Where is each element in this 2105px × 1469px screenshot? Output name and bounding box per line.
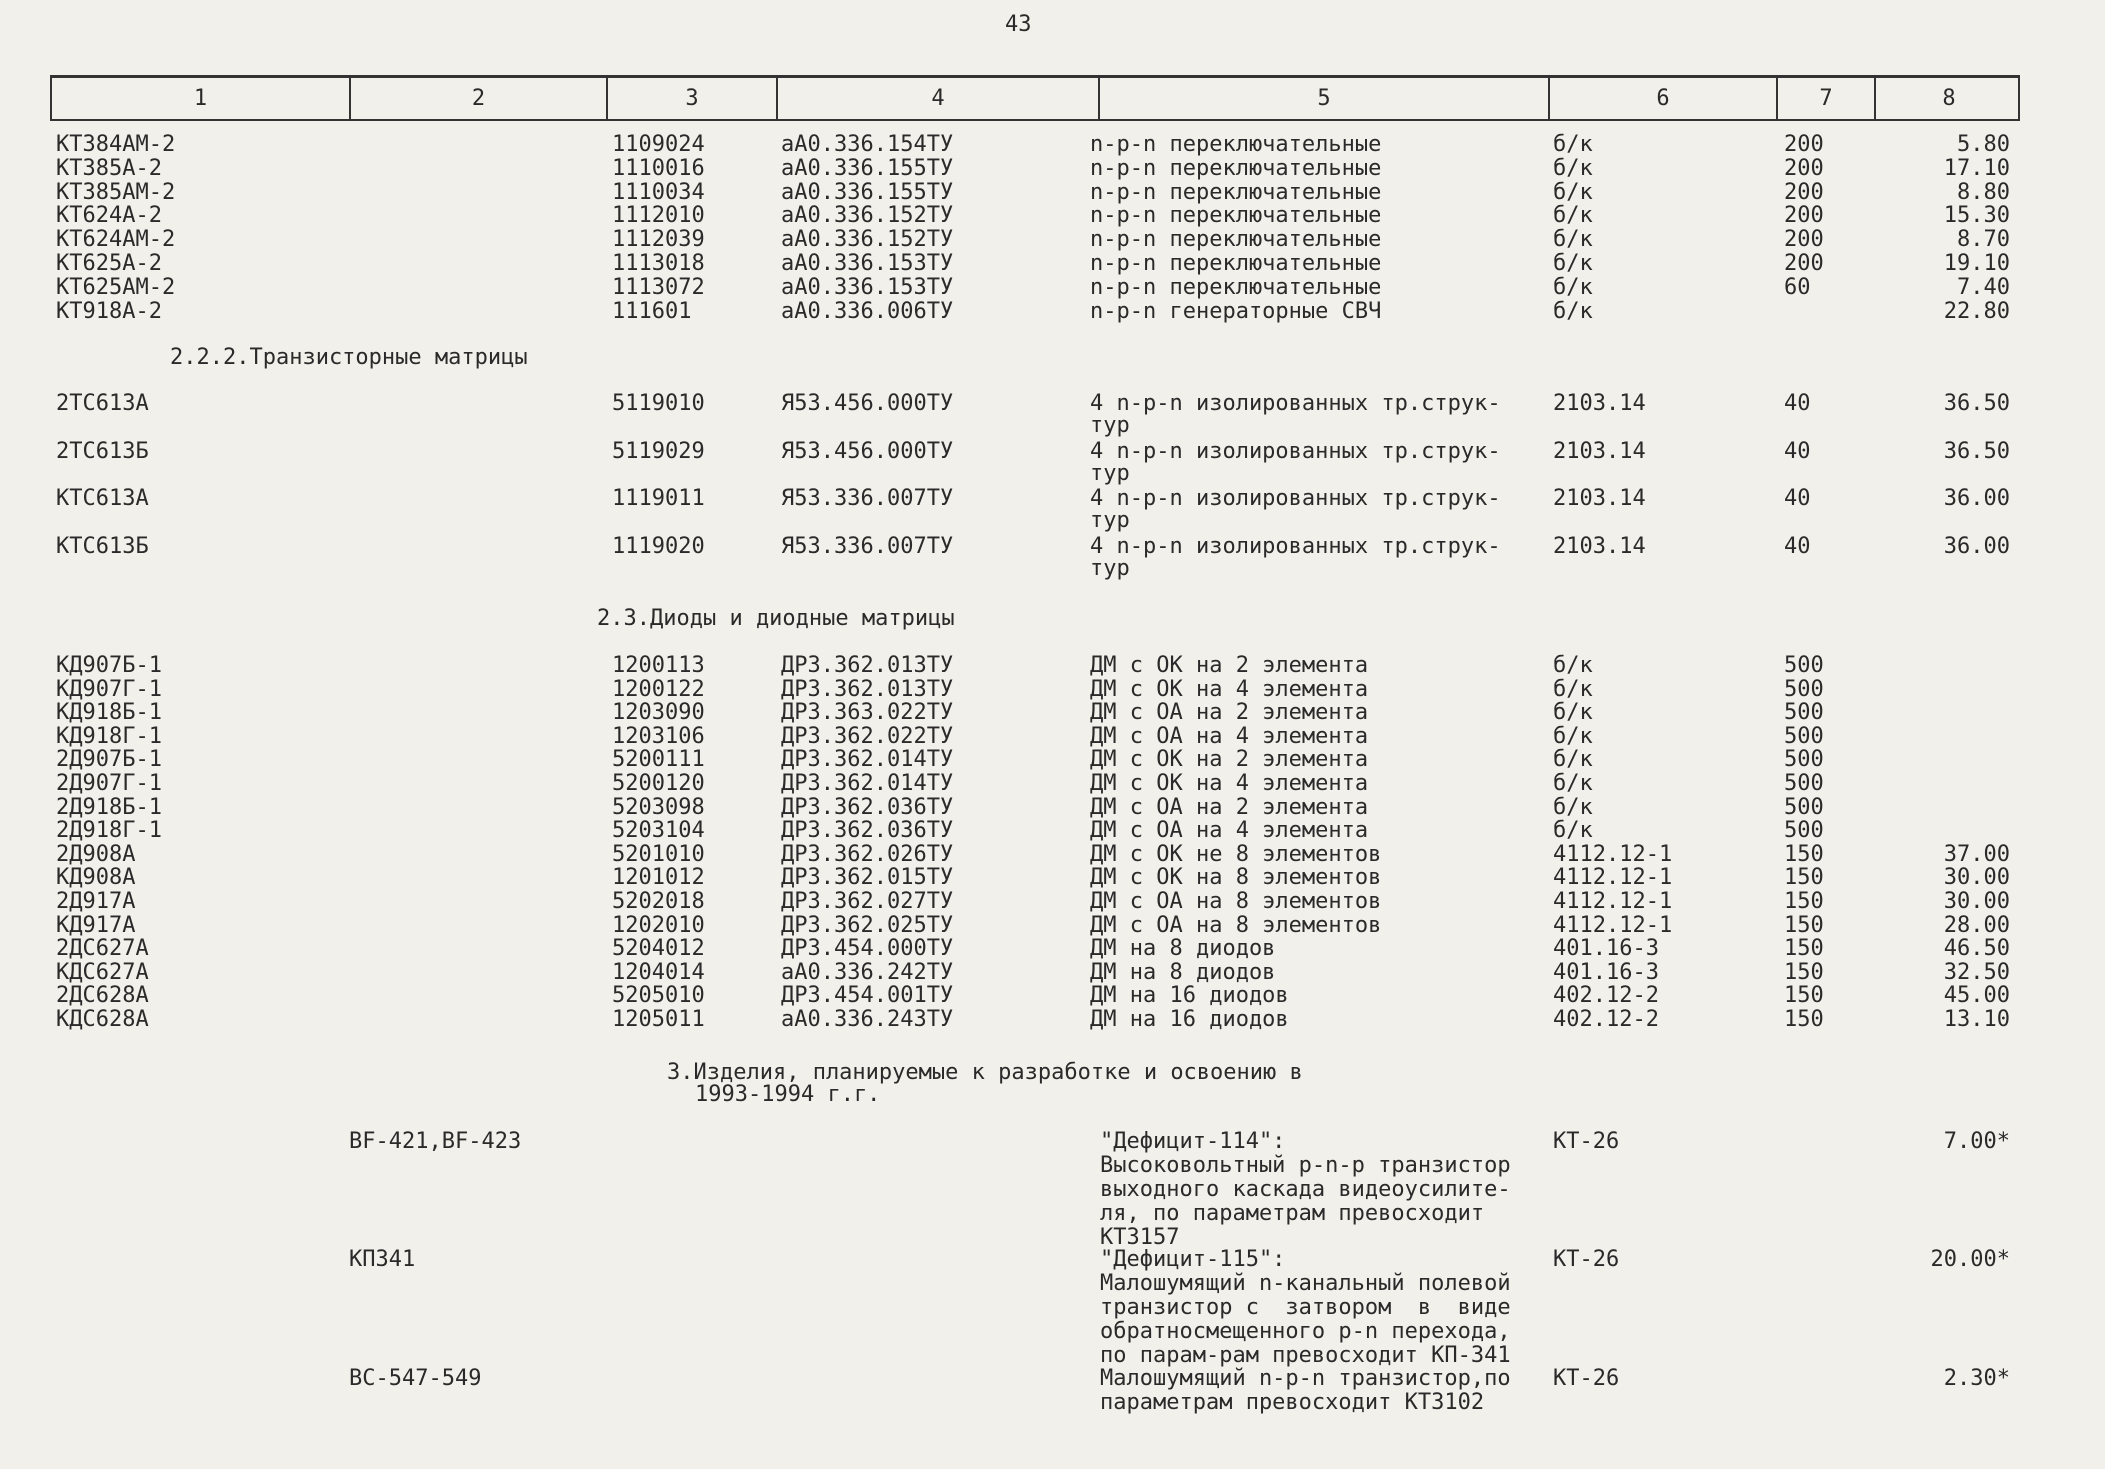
description: n-p-n переключательные bbox=[1090, 274, 1382, 300]
description: ДМ с ОК на 4 элемента bbox=[1090, 676, 1369, 702]
package: б/к bbox=[1553, 818, 1593, 844]
part-code: 1109024 bbox=[612, 132, 705, 157]
spec-number: аА0.336.155ТУ bbox=[781, 179, 954, 205]
spec-number: аА0.336.152ТУ bbox=[781, 203, 954, 229]
table-row bbox=[0, 414, 2105, 438]
description: ДМ с ОК на 8 элементов bbox=[1090, 865, 1382, 891]
table-header bbox=[50, 75, 2020, 121]
part-code: 5119029 bbox=[612, 438, 705, 464]
price: 8.70 bbox=[1957, 227, 2010, 253]
table-row bbox=[0, 487, 2105, 511]
spec-number: ДР3.362.013ТУ bbox=[781, 676, 954, 702]
product-description: "Дефицит-115": Малошумящий n-канальный полевой транзистор с затвором в виде обратносмещенного p-n перехода, по парам-рам превосходит КП-341 bbox=[1100, 1247, 1511, 1368]
quantity: 500 bbox=[1784, 676, 1824, 702]
quantity: 40 bbox=[1784, 391, 1811, 416]
quantity: 200 bbox=[1784, 155, 1824, 181]
part-name: КТ625А-2 bbox=[56, 251, 162, 276]
table-row bbox=[0, 772, 2105, 796]
package: 402.12-2 bbox=[1553, 1007, 1659, 1032]
spec-number: аА0.336.152ТУ bbox=[781, 227, 954, 253]
part-name: 2Д907Г-1 bbox=[56, 771, 162, 796]
package: 4112.12-1 bbox=[1553, 889, 1673, 914]
product-analog: КП341 bbox=[349, 1247, 416, 1272]
quantity: 200 bbox=[1784, 203, 1824, 229]
section-heading-3-line1: 3.Изделия, планируемые к разработке и освоению в bbox=[667, 1060, 1303, 1085]
part-name: КТ625АМ-2 bbox=[56, 274, 176, 300]
price: 19.10 bbox=[1943, 251, 2010, 276]
table-row bbox=[0, 1130, 2105, 1154]
description: ДМ на 16 диодов bbox=[1090, 1007, 1289, 1032]
package: 2103.14 bbox=[1553, 391, 1646, 416]
spec-number: ДР3.362.013ТУ bbox=[781, 653, 954, 678]
quantity: 500 bbox=[1784, 700, 1824, 726]
package: КТ-26 bbox=[1553, 1366, 1620, 1391]
price: 13.10 bbox=[1943, 1007, 2010, 1032]
price: 30.00 bbox=[1943, 865, 2010, 891]
description: n-p-n переключательные bbox=[1090, 132, 1382, 157]
spec-number: аА0.336.155ТУ bbox=[781, 155, 954, 181]
package: б/к bbox=[1553, 179, 1593, 205]
part-code: 1110034 bbox=[612, 179, 705, 205]
spec-number: ДР3.362.025ТУ bbox=[781, 912, 954, 938]
description: ДМ с ОА на 4 элемента bbox=[1090, 818, 1369, 844]
section-heading-3-line2: 1993-1994 г.г. bbox=[695, 1082, 881, 1107]
part-code: 5205010 bbox=[612, 983, 705, 1009]
description: 4 n-p-n изолированных тр.струк- bbox=[1090, 438, 1501, 464]
table-row bbox=[0, 557, 2105, 581]
part-name: КД907Б-1 bbox=[56, 653, 162, 678]
price: 5.80 bbox=[1957, 132, 2010, 157]
part-code: 5201010 bbox=[612, 841, 705, 867]
package: 4112.12-1 bbox=[1553, 912, 1673, 938]
spec-number: аА0.336.006ТУ bbox=[781, 298, 954, 324]
quantity: 500 bbox=[1784, 747, 1824, 773]
price: 46.50 bbox=[1943, 936, 2010, 962]
quantity: 200 bbox=[1784, 251, 1824, 276]
table-row bbox=[0, 1367, 2105, 1391]
quantity: 200 bbox=[1784, 227, 1824, 253]
header-col-5: 5 bbox=[1100, 78, 1550, 119]
quantity: 40 bbox=[1784, 438, 1811, 464]
description: ДМ с ОК на 2 элемента bbox=[1090, 653, 1369, 678]
part-name: КТС613А bbox=[56, 486, 149, 511]
table-row bbox=[0, 392, 2105, 416]
quantity: 500 bbox=[1784, 794, 1824, 820]
spec-number: ДР3.454.001ТУ bbox=[781, 983, 954, 1009]
table-row bbox=[0, 654, 2105, 678]
price: 2.30* bbox=[1943, 1366, 2010, 1391]
spec-number: ДР3.362.022ТУ bbox=[781, 723, 954, 749]
header-col-3: 3 bbox=[608, 78, 778, 119]
package: б/к bbox=[1553, 747, 1593, 773]
part-name: 2Д918Г-1 bbox=[56, 818, 162, 844]
spec-number: аА0.336.154ТУ bbox=[781, 132, 954, 157]
spec-number: ДР3.362.036ТУ bbox=[781, 818, 954, 844]
table-row bbox=[0, 748, 2105, 772]
quantity: 150 bbox=[1784, 936, 1824, 962]
quantity: 60 bbox=[1784, 274, 1811, 300]
part-code: 1112010 bbox=[612, 203, 705, 229]
part-name: КД917А bbox=[56, 912, 136, 938]
table-row bbox=[0, 204, 2105, 228]
part-name: КД907Г-1 bbox=[56, 676, 162, 702]
part-name: 2Д907Б-1 bbox=[56, 747, 162, 773]
price: 15.30 bbox=[1943, 203, 2010, 229]
table-row bbox=[0, 157, 2105, 181]
part-name: 2Д918Б-1 bbox=[56, 794, 162, 820]
package: 2103.14 bbox=[1553, 438, 1646, 464]
package: б/к bbox=[1553, 676, 1593, 702]
description-continued: тур bbox=[1090, 555, 1130, 581]
price: 36.00 bbox=[1943, 533, 2010, 559]
price: 30.00 bbox=[1943, 889, 2010, 914]
description: ДМ с ОК на 4 элемента bbox=[1090, 771, 1369, 796]
part-code: 1119020 bbox=[612, 533, 705, 559]
spec-number: Я53.456.000ТУ bbox=[781, 391, 954, 416]
quantity: 150 bbox=[1784, 841, 1824, 867]
quantity: 150 bbox=[1784, 1007, 1824, 1032]
part-name: 2ТС613А bbox=[56, 391, 149, 416]
part-name: 2ТС613Б bbox=[56, 438, 149, 464]
table-row bbox=[0, 725, 2105, 749]
table-row bbox=[0, 535, 2105, 559]
quantity: 150 bbox=[1784, 912, 1824, 938]
table-row bbox=[0, 133, 2105, 157]
package: б/к bbox=[1553, 298, 1593, 324]
quantity: 150 bbox=[1784, 865, 1824, 891]
quantity: 500 bbox=[1784, 653, 1824, 678]
section-heading-222: 2.2.2.Транзисторные матрицы bbox=[170, 345, 528, 370]
spec-number: ДР3.454.000ТУ bbox=[781, 936, 954, 962]
table-row bbox=[0, 300, 2105, 324]
package: КТ-26 bbox=[1553, 1247, 1620, 1272]
price: 28.00 bbox=[1943, 912, 2010, 938]
package: б/к bbox=[1553, 700, 1593, 726]
quantity: 150 bbox=[1784, 983, 1824, 1009]
spec-number: аА0.336.153ТУ bbox=[781, 251, 954, 276]
spec-number: аА0.336.243ТУ bbox=[781, 1007, 954, 1032]
price: 36.00 bbox=[1943, 486, 2010, 511]
quantity: 40 bbox=[1784, 533, 1811, 559]
table-row bbox=[0, 462, 2105, 486]
part-name: КД918Г-1 bbox=[56, 723, 162, 749]
spec-number: Я53.456.000ТУ bbox=[781, 438, 954, 464]
part-code: 1202010 bbox=[612, 912, 705, 938]
quantity: 150 bbox=[1784, 889, 1824, 914]
part-name: КТ385АМ-2 bbox=[56, 179, 176, 205]
table-row bbox=[0, 843, 2105, 867]
part-name: КДС627А bbox=[56, 959, 149, 985]
part-name: КТ624А-2 bbox=[56, 203, 162, 229]
quantity: 200 bbox=[1784, 132, 1824, 157]
price: 32.50 bbox=[1943, 959, 2010, 985]
part-code: 1204014 bbox=[612, 959, 705, 985]
price: 36.50 bbox=[1943, 391, 2010, 416]
spec-number: ДР3.362.015ТУ bbox=[781, 865, 954, 891]
description: n-p-n переключательные bbox=[1090, 179, 1382, 205]
part-code: 1113072 bbox=[612, 274, 705, 300]
part-code: 1112039 bbox=[612, 227, 705, 253]
package: б/к bbox=[1553, 227, 1593, 253]
part-code: 111601 bbox=[612, 298, 692, 324]
part-code: 5200111 bbox=[612, 747, 705, 773]
description: ДМ на 8 диодов bbox=[1090, 936, 1276, 962]
price: 20.00* bbox=[1930, 1247, 2010, 1272]
part-code: 1113018 bbox=[612, 251, 705, 276]
price: 8.80 bbox=[1957, 179, 2010, 205]
package: б/к bbox=[1553, 251, 1593, 276]
package: б/к bbox=[1553, 723, 1593, 749]
description: ДМ с ОА на 4 элемента bbox=[1090, 723, 1369, 749]
spec-number: ДР3.362.014ТУ bbox=[781, 747, 954, 773]
part-name: 2Д917А bbox=[56, 889, 136, 914]
table-row bbox=[0, 509, 2105, 533]
part-name: КТ624АМ-2 bbox=[56, 227, 176, 253]
quantity: 150 bbox=[1784, 959, 1824, 985]
table-row bbox=[0, 701, 2105, 725]
table-row bbox=[0, 796, 2105, 820]
package: 401.16-3 bbox=[1553, 959, 1659, 985]
header-col-2: 2 bbox=[351, 78, 608, 119]
part-code: 5204012 bbox=[612, 936, 705, 962]
description: ДМ с ОА на 8 элементов bbox=[1090, 912, 1382, 938]
part-code: 1119011 bbox=[612, 486, 705, 511]
spec-number: ДР3.362.014ТУ bbox=[781, 771, 954, 796]
table-row bbox=[0, 819, 2105, 843]
price: 45.00 bbox=[1943, 983, 2010, 1009]
package: 402.12-2 bbox=[1553, 983, 1659, 1009]
package: 401.16-3 bbox=[1553, 936, 1659, 962]
part-name: 2ДС627А bbox=[56, 936, 149, 962]
part-name: 2ДС628А bbox=[56, 983, 149, 1009]
part-code: 5119010 bbox=[612, 391, 705, 416]
part-name: КТС613Б bbox=[56, 533, 149, 559]
header-col-6: 6 bbox=[1550, 78, 1778, 119]
part-code: 1205011 bbox=[612, 1007, 705, 1032]
spec-number: аА0.336.242ТУ bbox=[781, 959, 954, 985]
table-row bbox=[0, 914, 2105, 938]
part-code: 1110016 bbox=[612, 155, 705, 181]
description: 4 n-p-n изолированных тр.струк- bbox=[1090, 391, 1501, 416]
product-analog: BF-421,BF-423 bbox=[349, 1129, 522, 1154]
price: 7.00* bbox=[1943, 1129, 2010, 1154]
spec-number: ДР3.363.022ТУ bbox=[781, 700, 954, 726]
description: 4 n-p-n изолированных тр.струк- bbox=[1090, 486, 1501, 511]
package: б/к bbox=[1553, 653, 1593, 678]
product-description: Малошумящий n-p-n транзистор,по параметрам превосходит КТ3102 bbox=[1100, 1366, 1511, 1415]
table-row bbox=[0, 181, 2105, 205]
part-name: КД918Б-1 bbox=[56, 700, 162, 726]
table-row bbox=[0, 984, 2105, 1008]
spec-number: ДР3.362.027ТУ bbox=[781, 889, 954, 914]
quantity: 40 bbox=[1784, 486, 1811, 511]
description-continued: тур bbox=[1090, 508, 1130, 533]
package: 2103.14 bbox=[1553, 486, 1646, 511]
part-code: 1203090 bbox=[612, 700, 705, 726]
product-analog: ВС-547-549 bbox=[349, 1366, 482, 1391]
description-continued: тур bbox=[1090, 413, 1130, 438]
price: 36.50 bbox=[1943, 438, 2010, 464]
spec-number: Я53.336.007ТУ bbox=[781, 533, 954, 559]
table-row bbox=[0, 252, 2105, 276]
description: n-p-n генераторные СВЧ bbox=[1090, 298, 1382, 324]
package: КТ-26 bbox=[1553, 1129, 1620, 1154]
part-name: КТ385А-2 bbox=[56, 155, 162, 181]
quantity: 500 bbox=[1784, 771, 1824, 796]
spec-number: ДР3.362.036ТУ bbox=[781, 794, 954, 820]
price: 22.80 bbox=[1943, 298, 2010, 324]
description: n-p-n переключательные bbox=[1090, 251, 1382, 276]
table-row bbox=[0, 1008, 2105, 1032]
part-code: 5203104 bbox=[612, 818, 705, 844]
header-col-7: 7 bbox=[1778, 78, 1876, 119]
header-col-1: 1 bbox=[52, 78, 351, 119]
spec-number: аА0.336.153ТУ bbox=[781, 274, 954, 300]
part-name: КТ384АМ-2 bbox=[56, 132, 176, 157]
package: 4112.12-1 bbox=[1553, 841, 1673, 867]
part-code: 1200122 bbox=[612, 676, 705, 702]
description-continued: тур bbox=[1090, 460, 1130, 486]
table-row bbox=[0, 937, 2105, 961]
package: б/к bbox=[1553, 155, 1593, 181]
quantity: 500 bbox=[1784, 818, 1824, 844]
price: 7.40 bbox=[1957, 274, 2010, 300]
table-row bbox=[0, 961, 2105, 985]
part-name: КДС628А bbox=[56, 1007, 149, 1032]
part-code: 1200113 bbox=[612, 653, 705, 678]
price: 37.00 bbox=[1943, 841, 2010, 867]
table-row bbox=[0, 228, 2105, 252]
description: ДМ с ОА на 8 элементов bbox=[1090, 889, 1382, 914]
page-number: 43 bbox=[1005, 12, 1032, 37]
table-row bbox=[0, 890, 2105, 914]
package: б/к bbox=[1553, 132, 1593, 157]
description: 4 n-p-n изолированных тр.струк- bbox=[1090, 533, 1501, 559]
package: б/к bbox=[1553, 771, 1593, 796]
description: ДМ на 8 диодов bbox=[1090, 959, 1276, 985]
description: ДМ с ОК на 2 элемента bbox=[1090, 747, 1369, 773]
description: n-p-n переключательные bbox=[1090, 227, 1382, 253]
description: ДМ с ОА на 2 элемента bbox=[1090, 700, 1369, 726]
part-name: КТ918А-2 bbox=[56, 298, 162, 324]
header-col-8: 8 bbox=[1942, 86, 1956, 111]
spec-number: ДР3.362.026ТУ bbox=[781, 841, 954, 867]
part-code: 1201012 bbox=[612, 865, 705, 891]
table-row bbox=[0, 276, 2105, 300]
part-name: 2Д908А bbox=[56, 841, 136, 867]
description: n-p-n переключательные bbox=[1090, 203, 1382, 229]
part-name: КД908А bbox=[56, 865, 136, 891]
quantity: 200 bbox=[1784, 179, 1824, 205]
description: ДМ с ОА на 2 элемента bbox=[1090, 794, 1369, 820]
package: б/к bbox=[1553, 794, 1593, 820]
part-code: 5203098 bbox=[612, 794, 705, 820]
description: ДМ на 16 диодов bbox=[1090, 983, 1289, 1009]
header-col-4: 4 bbox=[778, 78, 1100, 119]
table-row bbox=[0, 440, 2105, 464]
part-code: 5200120 bbox=[612, 771, 705, 796]
description: ДМ с ОК не 8 элементов bbox=[1090, 841, 1382, 867]
package: б/к bbox=[1553, 274, 1593, 300]
spec-number: Я53.336.007ТУ bbox=[781, 486, 954, 511]
part-code: 5202018 bbox=[612, 889, 705, 914]
section-heading-23: 2.3.Диоды и диодные матрицы bbox=[597, 606, 955, 631]
description: n-p-n переключательные bbox=[1090, 155, 1382, 181]
package: 2103.14 bbox=[1553, 533, 1646, 559]
table-row bbox=[0, 678, 2105, 702]
product-description: "Дефицит-114": Высоковольтный p-n-p транзистор выходного каскада видеоусилите- ля, по параметрам превосходит КТ3157 bbox=[1100, 1129, 1511, 1250]
table-row bbox=[0, 866, 2105, 890]
package: б/к bbox=[1553, 203, 1593, 229]
quantity: 500 bbox=[1784, 723, 1824, 749]
package: 4112.12-1 bbox=[1553, 865, 1673, 891]
price: 17.10 bbox=[1943, 155, 2010, 181]
part-code: 1203106 bbox=[612, 723, 705, 749]
table-row bbox=[0, 1248, 2105, 1272]
